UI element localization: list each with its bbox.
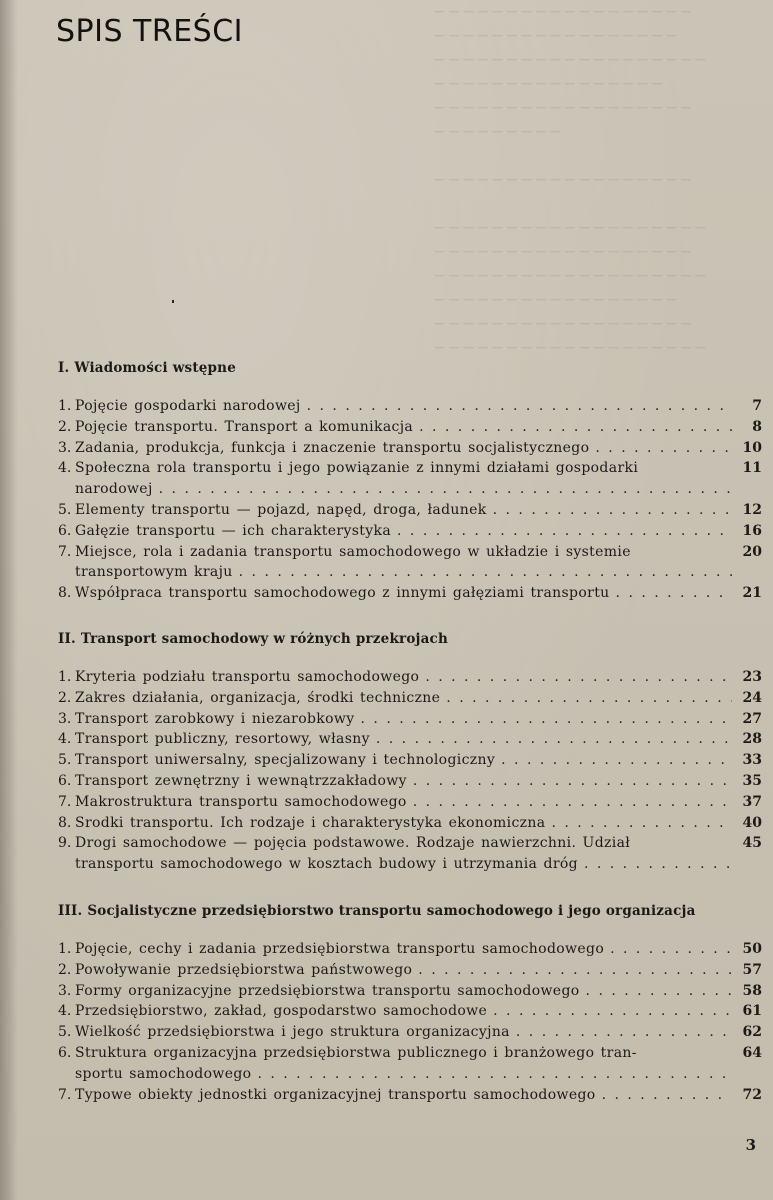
entry-title — [75, 1022, 732, 1043]
entry-number: 1. — [58, 398, 72, 414]
entry-title-line: Drogi samochodowe — pojęcia podstawowe. Rodzaje nawierzchni. Udział — [75, 835, 631, 852]
dot-leader — [233, 562, 732, 583]
toc-entry — [58, 960, 762, 981]
toc-entry — [58, 417, 762, 438]
entry-page-number: 62 — [742, 1024, 762, 1041]
dot-leader — [495, 750, 732, 771]
dot-leader — [370, 729, 732, 750]
dot-leader — [510, 1022, 732, 1043]
entry-title-line: Transport uniwersalny, specjalizowany i technologiczny — [75, 752, 496, 769]
entry-number: 4. — [58, 1003, 72, 1020]
entry-page-number: 72 — [742, 1086, 762, 1103]
entry-title — [75, 729, 732, 750]
entry-number: 2. — [58, 689, 72, 706]
toc-list — [58, 667, 762, 875]
toc-section-3 — [58, 903, 762, 1105]
entry-page-number: 58 — [742, 982, 762, 999]
entry-title — [75, 396, 732, 417]
dot-leader — [580, 981, 732, 1002]
entry-title-line: Zadania, produkcja, funkcja i znaczenie transportu socjalistycznego — [75, 439, 590, 456]
entry-page-number: 21 — [742, 585, 762, 602]
entry-number: 1. — [58, 669, 72, 685]
toc-entry — [58, 396, 762, 417]
entry-page-number: 8 — [752, 418, 762, 435]
entry-title-line: Współpraca transportu samochodowego z innymi gałęziami transportu — [75, 585, 610, 602]
entry-title — [75, 771, 732, 792]
entry-title-line: Srodki transportu. Ich rodzaje i charakterystyka ekonomiczna — [75, 814, 546, 831]
dot-leader — [604, 939, 732, 960]
entry-title — [75, 667, 732, 688]
page-folio-number: 3 — [745, 1136, 756, 1154]
toc-entry — [58, 521, 762, 542]
entry-title — [75, 542, 732, 584]
toc-entry — [58, 542, 762, 584]
entry-number: 7. — [58, 793, 72, 810]
entry-number: 5. — [58, 752, 72, 769]
dot-leader — [413, 417, 732, 438]
entry-number: 8. — [58, 814, 72, 831]
entry-title — [75, 438, 732, 459]
dot-leader — [487, 500, 732, 521]
entry-page-number: 24 — [742, 689, 762, 706]
entry-title-line: transportowym kraju — [75, 564, 233, 581]
dot-leader — [407, 792, 732, 813]
entry-title — [75, 792, 732, 813]
entry-page-number: 27 — [742, 710, 762, 727]
entry-number: 3. — [58, 982, 72, 999]
entry-page-number: 16 — [742, 522, 762, 539]
toc-entry — [58, 792, 762, 813]
entry-title — [75, 1043, 732, 1085]
toc-entry — [58, 939, 762, 960]
entry-title — [75, 458, 732, 500]
dot-leader — [419, 667, 732, 688]
entry-title — [75, 688, 732, 709]
entry-page-number: 23 — [742, 669, 762, 685]
entry-page-number: 20 — [742, 543, 762, 560]
toc-entry — [58, 458, 762, 500]
toc-entry — [58, 833, 762, 875]
entry-title-line: Powoływanie przedsiębiorstwa państwowego — [75, 961, 413, 978]
entry-page-number: 64 — [742, 1044, 762, 1061]
entry-title — [75, 500, 732, 521]
entry-page-number: 45 — [742, 835, 762, 852]
entry-number: 6. — [58, 772, 72, 789]
page-title: SPIS TREŚCI — [56, 14, 244, 49]
entry-number: 9. — [58, 835, 72, 852]
entry-title-line: Typowe obiekty jednostki organizacyjnej transportu samochodowego — [75, 1086, 596, 1103]
toc-entry — [58, 583, 762, 604]
entry-title-line: Przedsiębiorstwo, zakład, gospodarstwo samochodowe — [75, 1003, 488, 1020]
toc-entry — [58, 1043, 762, 1085]
entry-title-line: Kryteria podziału transportu samochodowego — [75, 669, 420, 685]
entry-page-number: 50 — [742, 941, 762, 957]
entry-title — [75, 981, 732, 1002]
entry-title-line: Transport publiczny, resortowy, własny — [75, 731, 370, 748]
entry-title-line: Miejsce, rola i zadania transportu samochodowego w układzie i systemie — [75, 543, 631, 560]
show-through-text: — — — — — — — — — — — — — — — — — — — — — — — — — — — — — — — — — — — — — — — — — — — — — — — — — — — — — — — — — — — — — — — — — — — — — — — — — — — — — — — — — — — — — — — — — — — — — — — — — — — — — — — — — — — — — — — — — — — — — — — — — — — — — — — — — — — — — — — — — — — — — — — — — — — — — — — — — — — — — — — — — — — — — — — — — — — — — — — — — — — — — — — — — — — — — — — — — — — — — — — — — — — — — — — — — — — — — — — — — — — — — — — — — — [434, 5, 706, 354]
entry-title-line: Społeczna rola transportu i jego powiązanie z innymi działami gospodarki — [75, 460, 639, 477]
dot-leader — [355, 709, 732, 730]
dot-leader — [407, 771, 732, 792]
entry-page-number: 7 — [752, 398, 762, 414]
entry-page-number: 37 — [742, 793, 762, 810]
entry-title — [75, 709, 732, 730]
toc-entry — [58, 709, 762, 730]
entry-number: 8. — [58, 585, 72, 602]
book-page — [54, 0, 762, 1200]
entry-number: 4. — [58, 460, 72, 477]
dot-leader — [545, 813, 732, 834]
toc-list — [58, 396, 762, 604]
section-heading: II. Transport samochodowy w różnych przekrojach — [58, 631, 448, 647]
toc-entry — [58, 1022, 762, 1043]
dot-leader — [487, 1001, 732, 1022]
entry-title-line: transportu samochodowego w kosztach budowy i utrzymania dróg — [75, 856, 578, 873]
entry-title — [75, 833, 732, 875]
entry-title-line: Transport zewnętrzny i wewnątrzzakładowy — [75, 772, 407, 789]
entry-number: 6. — [58, 522, 72, 539]
entry-title-line: Transport zarobkowy i niezarobkowy — [75, 710, 355, 727]
entry-title-line: Gałęzie transportu — ich charakterystyka — [75, 522, 392, 539]
section-heading: III. Socjalistyczne przedsiębiorstwo transportu samochodowego i jego organizacja — [58, 903, 696, 919]
toc-entry — [58, 750, 762, 771]
entry-number: 1. — [58, 941, 72, 957]
entry-page-number: 61 — [742, 1003, 762, 1020]
entry-page-number: 35 — [742, 772, 762, 789]
entry-page-number: 28 — [742, 731, 762, 748]
entry-title — [75, 1001, 732, 1022]
toc-section-1 — [58, 360, 762, 604]
entry-number: 2. — [58, 418, 72, 435]
entry-title — [75, 583, 732, 604]
entry-title — [75, 939, 732, 960]
entry-number: 5. — [58, 1024, 72, 1041]
dot-leader — [301, 396, 732, 417]
entry-title-line: Zakres działania, organizacja, środki techniczne — [75, 689, 441, 706]
dot-leader — [440, 688, 732, 709]
dot-leader — [153, 479, 732, 500]
entry-page-number: 10 — [742, 439, 762, 456]
entry-title — [75, 1085, 732, 1106]
entry-title-line: Pojęcie transportu. Transport a komunikacja — [75, 418, 414, 435]
entry-page-number: 12 — [742, 501, 762, 518]
entry-title-line: Struktura organizacyjna przedsiębiorstwa publicznego i branżowego tran- — [75, 1044, 637, 1061]
toc-entry — [58, 688, 762, 709]
dot-leader — [589, 438, 732, 459]
toc-entry — [58, 1085, 762, 1106]
entry-number: 7. — [58, 1086, 72, 1103]
toc-section-2 — [58, 631, 762, 875]
dot-leader — [610, 583, 732, 604]
entry-title-line: sportu samochodowego — [75, 1065, 252, 1082]
entry-title — [75, 521, 732, 542]
entry-title-line: Pojęcie, cechy i zadania przedsiębiorstwa transportu samochodowego — [75, 941, 605, 957]
toc-entry — [58, 667, 762, 688]
entry-number: 3. — [58, 439, 72, 456]
entry-number: 5. — [58, 501, 72, 518]
toc-entry — [58, 813, 762, 834]
toc-entry — [58, 981, 762, 1002]
entry-title-line: Makrostruktura transportu samochodowego — [75, 793, 407, 810]
entry-title — [75, 417, 732, 438]
entry-page-number: 33 — [742, 752, 762, 769]
section-heading: I. Wiadomości wstępne — [58, 360, 236, 376]
dot-leader — [578, 854, 732, 875]
entry-number: 4. — [58, 731, 72, 748]
dot-leader — [251, 1064, 732, 1085]
entry-title — [75, 750, 732, 771]
toc-entry — [58, 771, 762, 792]
entry-page-number: 40 — [742, 814, 762, 831]
entry-page-number: 11 — [742, 460, 762, 477]
dot-leader — [596, 1085, 732, 1106]
toc-entry — [58, 1001, 762, 1022]
toc-entry — [58, 500, 762, 521]
entry-number: 7. — [58, 543, 72, 560]
entry-title-line: Pojęcie gospodarki narodowej — [75, 398, 301, 414]
ink-speck — [172, 300, 174, 303]
toc-entry — [58, 438, 762, 459]
toc-list — [58, 939, 762, 1105]
entry-number: 6. — [58, 1044, 72, 1061]
entry-title — [75, 813, 732, 834]
spine-shadow — [0, 0, 18, 1200]
entry-number: 3. — [58, 710, 72, 727]
dot-leader — [412, 960, 732, 981]
dot-leader — [391, 521, 732, 542]
entry-title-line: Formy organizacyjne przedsiębiorstwa transportu samochodowego — [75, 982, 580, 999]
entry-title-line: narodowej — [75, 481, 153, 498]
entry-title-line: Wielkość przedsiębiorstwa i jego struktura organizacyjna — [75, 1024, 510, 1041]
entry-number: 2. — [58, 961, 72, 978]
toc-entry — [58, 729, 762, 750]
entry-title-line: Elementy transportu — pojazd, napęd, droga, ładunek — [75, 501, 487, 518]
entry-page-number: 57 — [742, 961, 762, 978]
entry-title — [75, 960, 732, 981]
